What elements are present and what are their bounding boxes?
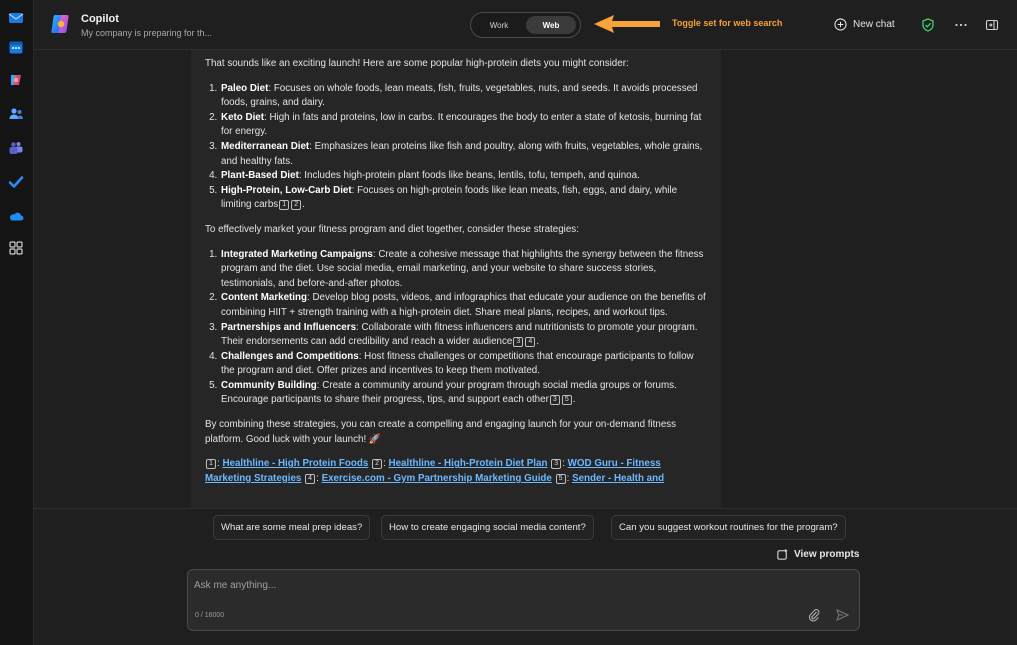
todo-icon[interactable] [8, 174, 24, 190]
reference-number: 5 [556, 474, 566, 484]
citation-badge[interactable]: 2 [291, 200, 301, 210]
message-intro: That sounds like an exciting launch! Here are some popular high-protein diets you might consider: [205, 58, 629, 69]
list-item-text: : Includes high-protein plant foods like beans, lentils, tofu, tempeh, and quinoa. [298, 170, 640, 182]
suggestion-chip[interactable]: Can you suggest workout routines for the program? [611, 515, 846, 540]
reference-link[interactable]: Exercise.com - Gym Partnership Marketing Guide [321, 472, 552, 484]
citation-badge[interactable]: 4 [525, 337, 535, 347]
suggestion-chip[interactable]: What are some meal prep ideas? [213, 515, 370, 540]
reference-link[interactable]: WOD Guru - Fitness Marketing Strategies [205, 458, 661, 484]
list-item-title: Content Marketing [221, 292, 307, 304]
list-item-text: : Focuses on whole foods, lean meats, fish, fruits, vegetables, nuts, and seeds. It avoids processed foods, grains, and dairy. [221, 82, 698, 109]
list-item-text: : Emphasizes lean proteins like fish and poultry, along with fruits, vegetables, whole grains, and healthy fats. [221, 140, 703, 167]
new-chat-label: New chat [853, 19, 895, 30]
list-item-title: Plant-Based Diet [221, 170, 299, 182]
shield-icon[interactable] [921, 18, 935, 32]
list-item-title: Integrated Marketing Campaigns [221, 248, 373, 260]
divider [34, 508, 1017, 509]
list-item-text: : Develop blog posts, videos, and infographics that educate your audience on the benefits of combining HIIT + strength training with a high-protein diet. Share meal plans, recipes, and workout tips. [221, 292, 706, 318]
citation-badge[interactable]: 5 [562, 395, 572, 405]
header [34, 0, 1017, 50]
apps-icon[interactable] [8, 240, 24, 256]
outlook-icon[interactable] [8, 10, 24, 26]
more-options-icon[interactable] [954, 18, 968, 32]
strategy-intro: To effectively market your fitness program and diet together, consider these strategies: [205, 223, 579, 235]
list-item [220, 111, 707, 140]
message-closing: By combining these strategies, you can create a compelling and engaging launch for your on-demand fitness platform. Good luck with your launch! 🚀 [205, 419, 677, 445]
calendar-icon[interactable] [8, 39, 24, 55]
list-item-title: Mediterranean Diet [221, 140, 310, 152]
work-web-toggle[interactable] [470, 12, 581, 38]
teams-icon[interactable] [8, 140, 24, 156]
onedrive-icon[interactable] [8, 208, 24, 224]
list-item-text: : Collaborate with fitness influencers and nutritionists to promote your program. Their endorsements can add credibility and reach a wider audience [221, 321, 698, 348]
suggestion-chip[interactable]: How to create engaging social media content? [381, 515, 594, 540]
strategy-list [220, 248, 707, 409]
composer [187, 569, 860, 631]
reference-number: 1 [206, 459, 216, 469]
people-icon[interactable] [8, 106, 24, 122]
assistant-message [191, 50, 721, 486]
list-item-title: Keto Diet [221, 111, 265, 123]
reference-number: 3 [551, 459, 561, 469]
app-rail [0, 0, 34, 645]
list-item [220, 248, 707, 292]
list-item-title: Community Building [221, 379, 317, 391]
list-item-title: High-Protein, Low-Carb Diet [221, 184, 352, 196]
reference-number: 4 [305, 474, 315, 484]
chat-input[interactable] [194, 580, 754, 591]
annotation-label: Toggle set for web search [672, 18, 783, 28]
sparkle-prompts-icon [776, 548, 789, 561]
reference-number: 2 [372, 459, 382, 469]
reference-link[interactable]: Sender - Health and [572, 472, 665, 484]
list-item-text: : Host fitness challenges or competitions that encourage participants to follow the program and diet. Offer prizes and incentives to keep them motivated. [221, 350, 694, 377]
list-item [220, 82, 707, 111]
new-chat-icon [834, 18, 847, 31]
diet-list [220, 82, 707, 213]
attach-icon[interactable] [808, 608, 820, 622]
list-item-title: Challenges and Competitions [221, 350, 359, 362]
app-title: Copilot [81, 13, 119, 25]
view-prompts-label: View prompts [794, 549, 860, 560]
side-panel-icon[interactable] [985, 18, 999, 32]
conversation-panel[interactable] [191, 50, 721, 508]
list-item [220, 140, 707, 169]
list-item [220, 291, 707, 320]
copilot-logo-icon [50, 13, 72, 35]
list-item-text: : Create a cohesive message that highlights the synergy between the fitness program and the diet. Use social media, email marketing, and your website to share success stories, testimonials, and before-and-after photos. [221, 248, 704, 289]
citation-badge[interactable]: 1 [279, 200, 289, 210]
annotation-arrow-icon [592, 14, 662, 34]
list-item-text: : Create a community around your program through social media groups or forums. Encourage participants to share their progress, tips, and support each other [221, 379, 677, 406]
list-item: 3. Partnerships and Influencers: Collaborate with fitness influencers and nutritionists to promote your program. Their endorsements can add credibility and reach a wider audience 3 4 . [220, 321, 707, 350]
references: 1 : Healthline - High Protein Foods 2 : Healthline - High-Protein Diet Plan 3 : WOD Guru - Fitness Marketing Strategies 4 : Exercise.com - Gym Partnership Marketing Guide 5 : Sender - Health and [205, 458, 665, 484]
toggle-work[interactable]: Work [489, 20, 509, 30]
list-item [220, 169, 707, 184]
list-item [220, 350, 707, 379]
citation-badge[interactable]: 3 [550, 395, 560, 405]
view-prompts-button[interactable] [776, 548, 859, 561]
reference-link[interactable]: Healthline - High-Protein Diet Plan [388, 458, 548, 470]
citation-badge[interactable]: 3 [513, 337, 523, 347]
character-counter: 0 / 16000 [195, 612, 225, 619]
list-item-title: Partnerships and Influencers [221, 321, 357, 333]
list-item: 5. High-Protein, Low-Carb Diet: Focuses on high-protein foods like lean meats, fish, eggs, and dairy, while limiting carbs 1 2 . [220, 184, 707, 213]
new-chat-button[interactable] [834, 18, 895, 31]
reference-link[interactable]: Healthline - High Protein Foods [222, 458, 369, 470]
send-icon[interactable] [836, 609, 849, 621]
list-item-title: Paleo Diet [221, 82, 269, 94]
list-item: 5. Community Building: Create a community around your program through social media groups or forums. Encourage participants to share their progress, tips, and support each other 3 5 . [220, 379, 707, 408]
list-item-text: : Focuses on high-protein foods like lean meats, fish, eggs, and dairy, while limiting carbs [221, 184, 678, 211]
chat-subtitle: My company is preparing for th... [81, 28, 213, 38]
list-item-text: : High in fats and proteins, low in carbs. It encourages the body to enter a state of ketosis, burning fat for energy. [221, 111, 702, 138]
toggle-web[interactable]: Web [526, 16, 576, 34]
copilot-icon[interactable] [8, 72, 24, 88]
